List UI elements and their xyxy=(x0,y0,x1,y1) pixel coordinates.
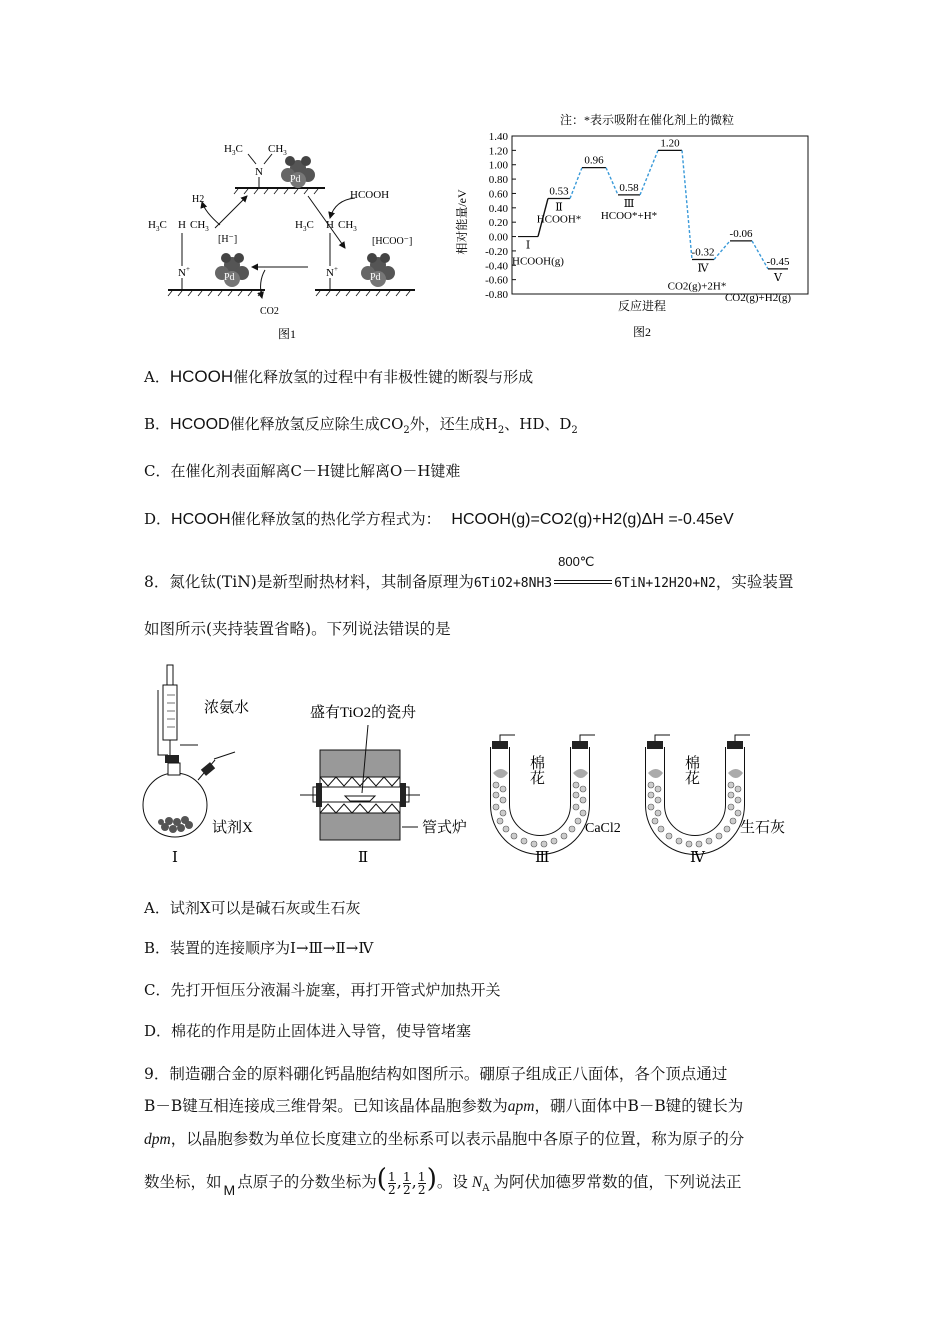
y-tick-label: 0.80 xyxy=(488,174,508,187)
transition-line xyxy=(682,150,692,259)
svg-text:H2: H2 xyxy=(192,194,205,205)
svg-text:N+: N+ xyxy=(326,265,338,279)
q7-option-b: B．HCOOD催化释放氢反应除生成$CO_2$外，还生成$H_2$、HD、$D_2$ xyxy=(144,415,578,436)
svg-text:盛有TiO2的瓷舟: 盛有TiO2的瓷舟 xyxy=(310,705,417,721)
svg-text:CH3: $CH_3$ xyxy=(338,219,357,233)
pd-cluster-right xyxy=(361,253,395,287)
svg-text:N+: N+ xyxy=(178,265,190,279)
state-species: CO2(g)+2H* xyxy=(667,280,727,293)
svg-text:Pd: Pd xyxy=(224,272,235,283)
y-tick-label: -0.40 xyxy=(485,260,508,273)
svg-text:Ⅰ: Ⅰ xyxy=(172,850,178,866)
svg-text:CaCl2: CaCl2 xyxy=(585,821,621,836)
apparatus-3-u-tube-cacl2 xyxy=(492,735,621,866)
svg-text:Pd: Pd xyxy=(290,174,301,185)
svg-text:CO2: CO2 xyxy=(260,306,279,317)
level-value-label: 0.96 xyxy=(584,154,604,167)
state-numeral: Ⅱ xyxy=(555,201,563,214)
q8-option-c: C．先打开恒压分液漏斗旋塞，再打开管式炉加热开关 xyxy=(144,981,501,999)
state-numeral: Ⅲ xyxy=(623,197,635,210)
q9-line2: B－B键互相连接成三维骨架。已知该晶体晶胞参数为apm，硼八面体中B－B键的键长为 xyxy=(144,1097,744,1115)
pd-cluster-left xyxy=(215,253,249,287)
apparatus-4-u-tube-lime xyxy=(647,735,785,866)
y-tick-label: 0.60 xyxy=(488,188,508,201)
q7-option-c: C．在催化剂表面解离C－H键比解离O－H键难 xyxy=(144,462,461,480)
state-numeral: Ⅰ xyxy=(525,239,531,252)
level-value-label: 1.20 xyxy=(660,137,680,150)
q8-apparatus xyxy=(140,655,820,870)
svg-text:生石灰: 生石灰 xyxy=(740,820,786,836)
svg-text:棉花: 棉花 xyxy=(528,755,544,785)
svg-text:棉花: 棉花 xyxy=(683,755,699,785)
q9-line1: 9．制造硼合金的原料硼化钙晶胞结构如图所示。硼原子组成正八面体，各个顶点通过 xyxy=(144,1065,728,1083)
q8-option-b: B．装置的连接顺序为Ⅰ→Ⅲ→Ⅱ→Ⅳ xyxy=(144,939,374,957)
figure2-energy-profile xyxy=(452,110,822,345)
q9-line4: 数坐标，如 M 点原子的分数坐标为( $\frac{1}{2}$ , $\frac{1}{2}$ , $\frac{1}{2}$ )。设 $N_A$ 为阿伏加德罗常数的值，下列说法正 xyxy=(144,1164,742,1198)
svg-text:H: H xyxy=(178,219,186,231)
thermochemical-equation: HCOOH(g)=CO2(g)+H2(g)ΔH =-0.45eV xyxy=(451,511,734,528)
figure1-catalytic-cycle xyxy=(140,130,440,345)
svg-text:[H⁻]: [H⁻] xyxy=(218,234,238,245)
state-species: HCOO*+H* xyxy=(600,209,658,222)
transition-line xyxy=(606,168,618,195)
surface-top-hatch xyxy=(234,189,318,194)
y-axis-label: 相对能量/eV xyxy=(455,189,469,255)
q9-line3: dpm，以晶胞参数为单位长度建立的坐标系可以表示晶胞中各原子的位置，称为原子的分 xyxy=(144,1130,745,1148)
svg-text:H3C: $H_3C$ xyxy=(224,143,243,157)
svg-text:Ⅱ: Ⅱ xyxy=(358,850,369,866)
arrow-release-h2 xyxy=(215,196,247,228)
q7-option-a: A．HCOOH催化释放氢的过程中有非极性键的断裂与形成 xyxy=(144,367,534,386)
x-axis-label: 反应进程 xyxy=(617,299,667,313)
figure2-note: 注：*表示吸附在催化剂上的微粒 xyxy=(560,113,735,127)
y-tick-label: -0.80 xyxy=(485,289,508,301)
y-tick-label: -0.20 xyxy=(485,245,508,258)
y-tick-label: 1.00 xyxy=(488,159,508,172)
transition-line xyxy=(714,241,730,260)
level-value-label: -0.06 xyxy=(729,227,753,240)
apparatus-1-flask xyxy=(143,665,253,866)
q7-option-d: D．HCOOH催化释放氢的热化学方程式为： HCOOH(g)=CO2(g)+H2(g)ΔH =-0.45eV xyxy=(144,510,734,528)
svg-text:[HCOO⁻]: [HCOO⁻] xyxy=(372,236,413,247)
y-tick-label: 1.20 xyxy=(488,145,508,158)
y-tick-label: 0.40 xyxy=(488,202,508,215)
transition-line xyxy=(640,150,658,195)
level-value-label: -0.45 xyxy=(766,255,790,268)
svg-text:Ⅲ: Ⅲ xyxy=(535,850,550,866)
svg-text:H3C: $H_3C$ xyxy=(295,219,314,233)
level-value-label: 0.58 xyxy=(619,181,639,194)
transition-line xyxy=(570,168,582,199)
pd-cluster-top xyxy=(281,156,315,188)
q8-stem-line2: 如图所示(夹持装置省略)。下列说法错误的是 xyxy=(144,620,451,638)
y-tick-label: -0.60 xyxy=(485,274,508,287)
reaction-arrow: 800℃ xyxy=(552,576,614,590)
y-tick-label: 0.00 xyxy=(488,231,508,244)
level-value-label: -0.32 xyxy=(691,246,715,259)
svg-text:CH3: $CH_3$ xyxy=(268,143,287,157)
svg-text:浓氨水: 浓氨水 xyxy=(204,700,250,716)
svg-text:试剂X: 试剂X xyxy=(212,820,253,836)
svg-text:Pd: Pd xyxy=(370,272,381,283)
level-value-label: 0.53 xyxy=(549,185,569,198)
svg-text:管式炉: 管式炉 xyxy=(422,820,468,836)
svg-text:HCOOH: HCOOH xyxy=(350,189,390,201)
state-species: CO2(g)+H2(g) xyxy=(724,291,792,304)
q8-option-d: D．棉花的作用是防止固体进入导管，使导管堵塞 xyxy=(144,1022,472,1040)
state-species: HCOOH(g) xyxy=(512,255,564,268)
apparatus-2-furnace xyxy=(300,704,467,866)
y-tick-label: 1.40 xyxy=(488,131,508,143)
y-tick-label: 0.20 xyxy=(488,217,508,230)
q8-option-a: A．试剂X可以是碱石灰或生石灰 xyxy=(144,899,361,917)
svg-text:H: H xyxy=(326,219,334,231)
figure1-caption: 图1 xyxy=(278,327,297,341)
svg-text:CH3: $CH_3$ xyxy=(190,219,209,233)
state-numeral: Ⅴ xyxy=(774,271,782,284)
svg-text:N: N xyxy=(255,166,263,178)
q8-stem-line1: 8．氮化钛(TiN)是新型耐热材料，其制备原理为6TiO2+8NH3 800℃ 6TiN+12H2O+N2，实验装置 xyxy=(144,554,794,591)
state-numeral: Ⅳ xyxy=(697,262,709,275)
state-species: HCOOH* xyxy=(536,213,582,226)
svg-text:Ⅳ: Ⅳ xyxy=(690,850,705,866)
svg-text:H3C: $H_3C$ xyxy=(148,219,167,233)
figure2-caption: 图2 xyxy=(632,325,652,339)
